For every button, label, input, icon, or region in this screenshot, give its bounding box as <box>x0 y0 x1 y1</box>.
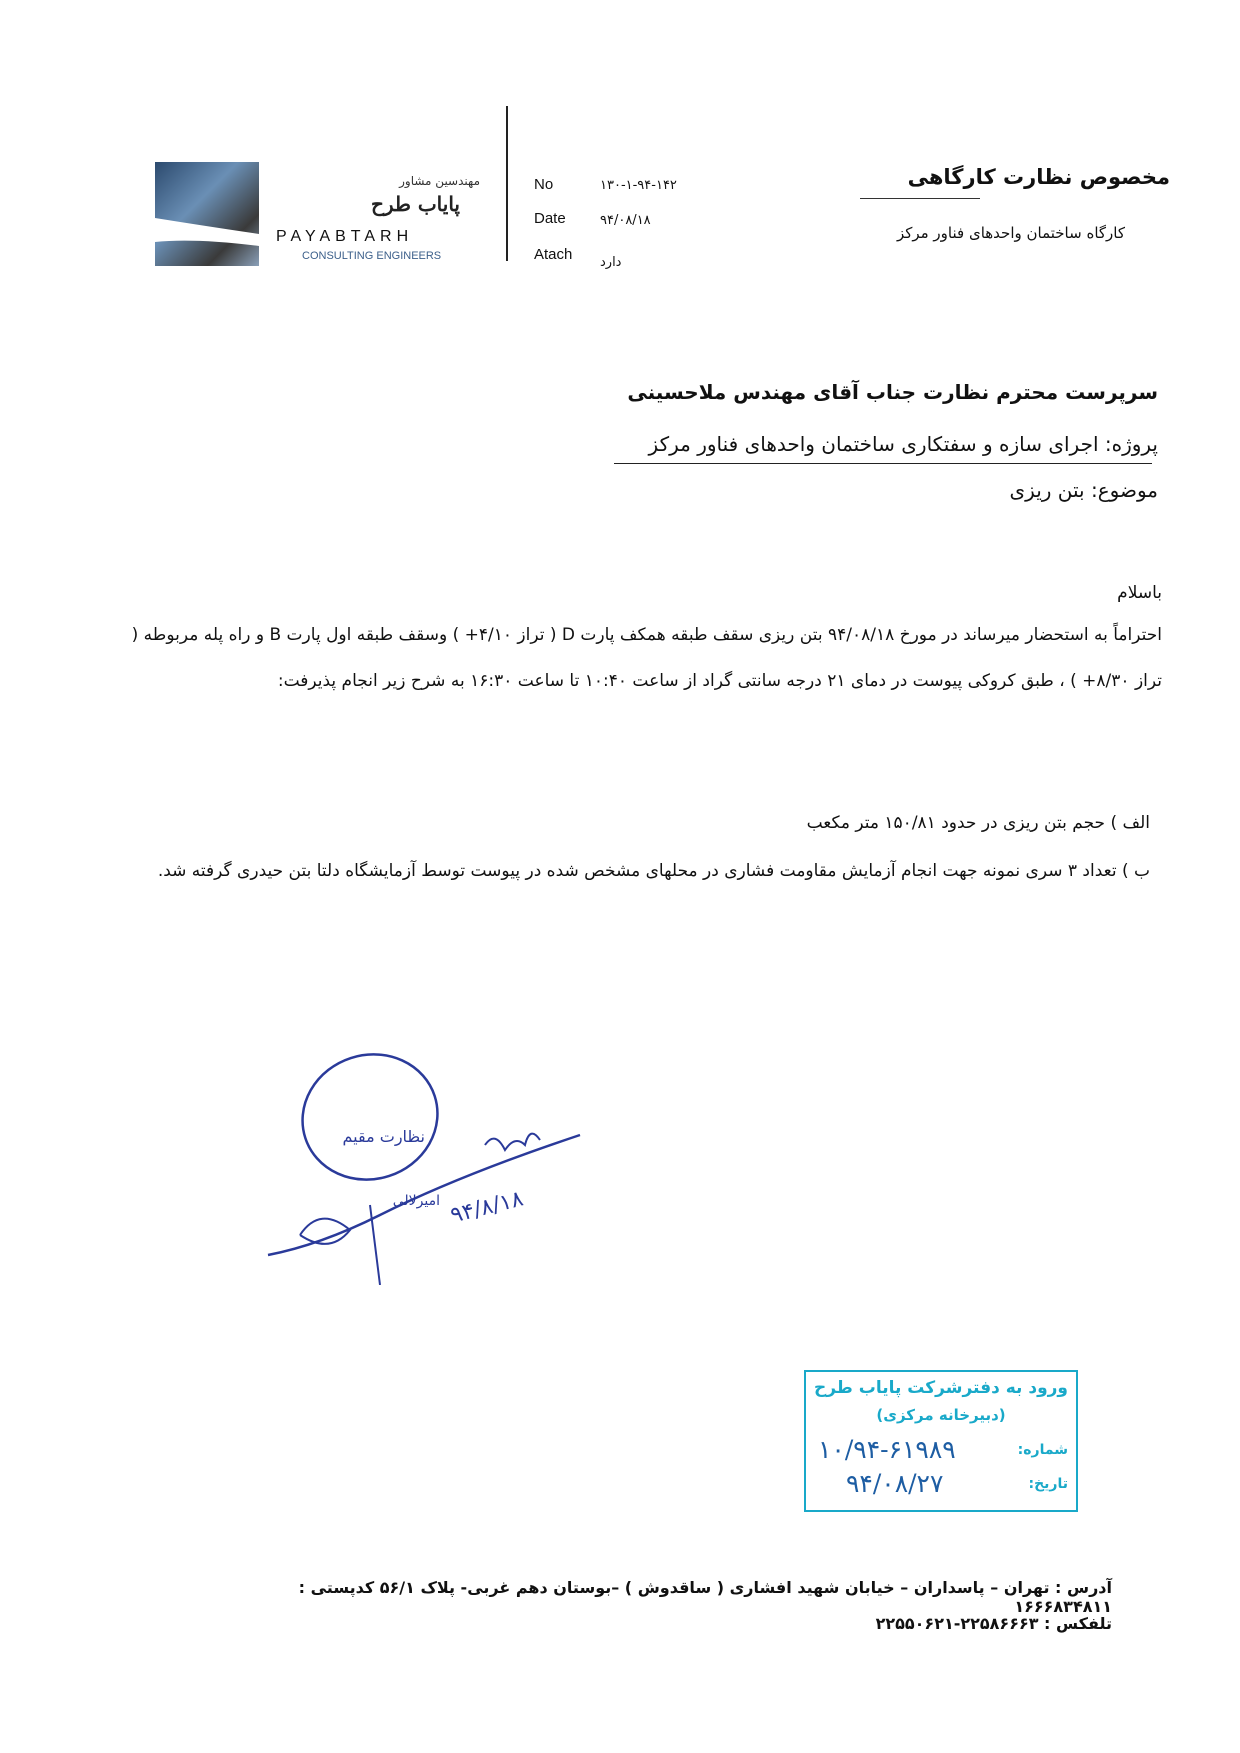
attach-value: دارد <box>600 255 622 270</box>
letter-date: ۹۴/۰۸/۱۸ <box>600 213 651 228</box>
header-underline <box>860 198 980 199</box>
header-divider <box>506 106 508 261</box>
greeting: باسلام <box>1117 583 1162 603</box>
company-logo <box>155 162 259 266</box>
logo-name-en: PAYABTARH <box>276 228 414 245</box>
logo-subtitle-en: CONSULTING ENGINEERS <box>302 250 442 262</box>
reception-stamp <box>804 1370 1078 1512</box>
project-underline <box>614 463 1152 464</box>
addressee-line: سرپرست محترم نظارت جناب آقای مهندس ملاحسینی <box>627 380 1158 404</box>
stamp-number-label: شماره: <box>1017 1442 1068 1458</box>
project-line: پروژه: اجرای سازه و سفتکاری ساختمان واحدهای فناور مرکز <box>648 432 1158 456</box>
body-paragraph: احتراماً به استحضار میرساند در مورخ ۹۴/۰۸/۱۸ بتن ریزی سقف طبقه همکف پارت D ( تراز ۴/۱۰+ ) وسقف طبقه اول پارت B و راه پله مربوطه ( تراز ۸/۳۰+ ) ، طبق کروکی پیوست در دمای ۲۱ درجه سانتی گراد از ساعت ۱۰:۴۰ تا ساعت ۱۶:۳۰ به شرح زیر انجام پذیرفت: <box>131 625 1162 691</box>
no-label: No <box>534 176 554 193</box>
stamp-number-value: ۱۰/۹۴-۶۱۹۸۹ <box>818 1435 956 1464</box>
signature-block <box>260 1045 590 1285</box>
logo-mark-icon <box>155 216 259 246</box>
signature-drawing-icon <box>260 1045 590 1285</box>
header-title: مخصوص نظارت کارگاهی <box>907 165 1170 189</box>
signer-name: امیرلالی <box>392 1193 440 1209</box>
header-site: کارگاه ساختمان واحدهای فناور مرکز <box>896 224 1125 242</box>
seal-text: نظارت مقیم <box>342 1127 425 1146</box>
subject-line: موضوع: بتن ریزی <box>1009 478 1158 502</box>
stamp-date-label: تاریخ: <box>1028 1476 1068 1492</box>
logo-subtitle-fa: مهندسین مشاور <box>399 174 480 188</box>
footer-phone: تلفکس : ۲۲۵۸۶۶۶۳-۲۲۵۵۰۶۲۱ <box>875 1614 1112 1633</box>
attach-label: Atach <box>534 246 573 263</box>
letter-number: ۱۳۰-۱-۹۴-۱۴۲ <box>600 178 677 193</box>
signature-date: ۹۴/۸/۱۸ <box>448 1186 526 1229</box>
logo-name-fa: پایاب طرح <box>371 192 460 216</box>
stamp-date-value: ۹۴/۰۸/۲۷ <box>846 1469 944 1498</box>
list-item-a: الف ) حجم بتن ریزی در حدود ۱۵۰/۸۱ متر مکعب <box>806 813 1150 833</box>
stamp-subtitle: (دبیرخانه مرکزی) <box>876 1406 1006 1424</box>
date-label: Date <box>534 210 566 227</box>
list-item-b: ب ) تعداد ۳ سری نمونه جهت انجام آزمایش مقاومت فشاری در محلهای مشخص شده در پیوست توسط آزمایشگاه دلتا بتن حیدری گرفته شد. <box>157 861 1150 881</box>
footer-address: آدرس : تهران – پاسداران – خیابان شهید افشاری ( ساقدوش ) –بوستان دهم غربی- پلاک ۵۶/۱ کدپستی : ۱۶۶۶۸۳۴۸۱۱ <box>298 1578 1112 1616</box>
stamp-title: ورود به دفترشرکت پایاب طرح <box>813 1378 1068 1398</box>
